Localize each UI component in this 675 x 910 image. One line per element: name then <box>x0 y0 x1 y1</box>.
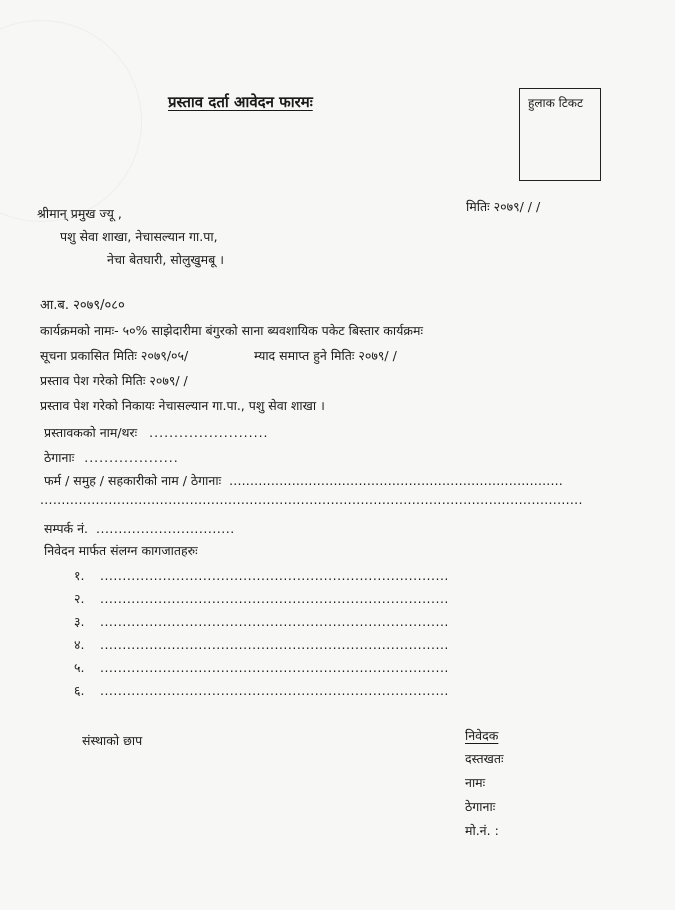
program-name: कार्यक्रमको नामः- ५०% साझेदारीमा बंगुरको साना ब्यवशायिक पकेट बिस्तार कार्यक्रमः <box>40 323 423 338</box>
attachment-item <box>74 613 449 630</box>
applicant-address-label: ठेगानाः <box>465 799 496 814</box>
attachment-item <box>74 682 449 699</box>
proposer-name-label: प्रस्तावकको नाम/थरः <box>44 425 138 440</box>
organization-seal-label: संस्थाको छाप <box>82 733 143 748</box>
attachment-number: ४. <box>74 637 85 652</box>
postage-stamp-box <box>519 88 601 181</box>
proposal-submitted-date: प्रस्ताव पेश गरेको मितिः २०७९/ / <box>40 373 188 388</box>
attachment-number: १. <box>74 568 85 583</box>
firm-label: फर्म / समुह / सहकारीको नाम / ठेगानाः <box>44 473 222 488</box>
attachment-blank: .............................................................................. <box>99 568 449 583</box>
attachments-heading: निवेदन मार्फत संलग्न कागजातहरुः <box>44 543 198 558</box>
applicant-name-label: नामः <box>465 775 486 790</box>
attachment-blank: .............................................................................. <box>99 660 449 675</box>
attachment-item <box>74 659 449 676</box>
fiscal-year: आ.ब. २०७९/०८० <box>40 298 125 313</box>
contact-blank: ............................... <box>96 521 235 536</box>
attachment-number: ३. <box>74 614 85 629</box>
contact-field <box>44 520 235 537</box>
deadline-date: म्याद समाप्त हुने मितिः २०७९/ / <box>254 348 397 363</box>
firm-blank: ................................................................................ <box>229 473 563 488</box>
addressee-line-1: श्रीमान् प्रमुख ज्यू , <box>37 206 122 221</box>
address-label: ठेगानाः <box>44 450 75 465</box>
attachment-item <box>74 590 449 607</box>
attachment-item <box>74 636 449 653</box>
address-blank: ................... <box>84 450 179 465</box>
attachment-blank: .............................................................................. <box>99 637 449 652</box>
proposer-name-field <box>44 424 269 441</box>
applicant-mobile-label: मो.नं. : <box>465 823 499 838</box>
applicant-signature-label: दस्तखतः <box>465 751 504 766</box>
firm-field <box>44 472 563 489</box>
applicant-heading: निवेदक <box>465 728 499 743</box>
attachment-item <box>74 567 449 584</box>
proposal-submitted-office: प्रस्ताव पेश गरेको निकायः नेचासल्यान गा.पा., पशु सेवा शाखा । <box>40 398 325 413</box>
firm-blank-line-2: ............................................................................................................................... <box>40 492 583 507</box>
attachment-number: ५. <box>74 660 85 675</box>
form-title: प्रस्ताव दर्ता आवेदन फारमः <box>168 93 313 111</box>
proposer-name-blank: ........................ <box>149 425 269 440</box>
addressee-line-2: पशु सेवा शाखा, नेचासल्यान गा.पा, <box>60 229 218 244</box>
attachment-number: ६. <box>74 683 85 698</box>
address-field <box>44 449 179 466</box>
faded-seal-watermark <box>0 20 142 222</box>
attachment-blank: .............................................................................. <box>99 591 449 606</box>
attachment-blank: .............................................................................. <box>99 683 449 698</box>
attachment-blank: .............................................................................. <box>99 614 449 629</box>
notice-published-date: सूचना प्रकासित मितिः २०७९/०५/ <box>40 348 189 363</box>
postage-stamp-label: हुलाक टिकट <box>528 96 584 110</box>
contact-label: सम्पर्क नं. <box>44 521 89 536</box>
date-line: मितिः २०७९/ / / <box>466 199 541 214</box>
attachment-number: २. <box>74 591 85 606</box>
addressee-line-3: नेचा बेतघारी, सोलुखुमबू । <box>107 252 224 267</box>
